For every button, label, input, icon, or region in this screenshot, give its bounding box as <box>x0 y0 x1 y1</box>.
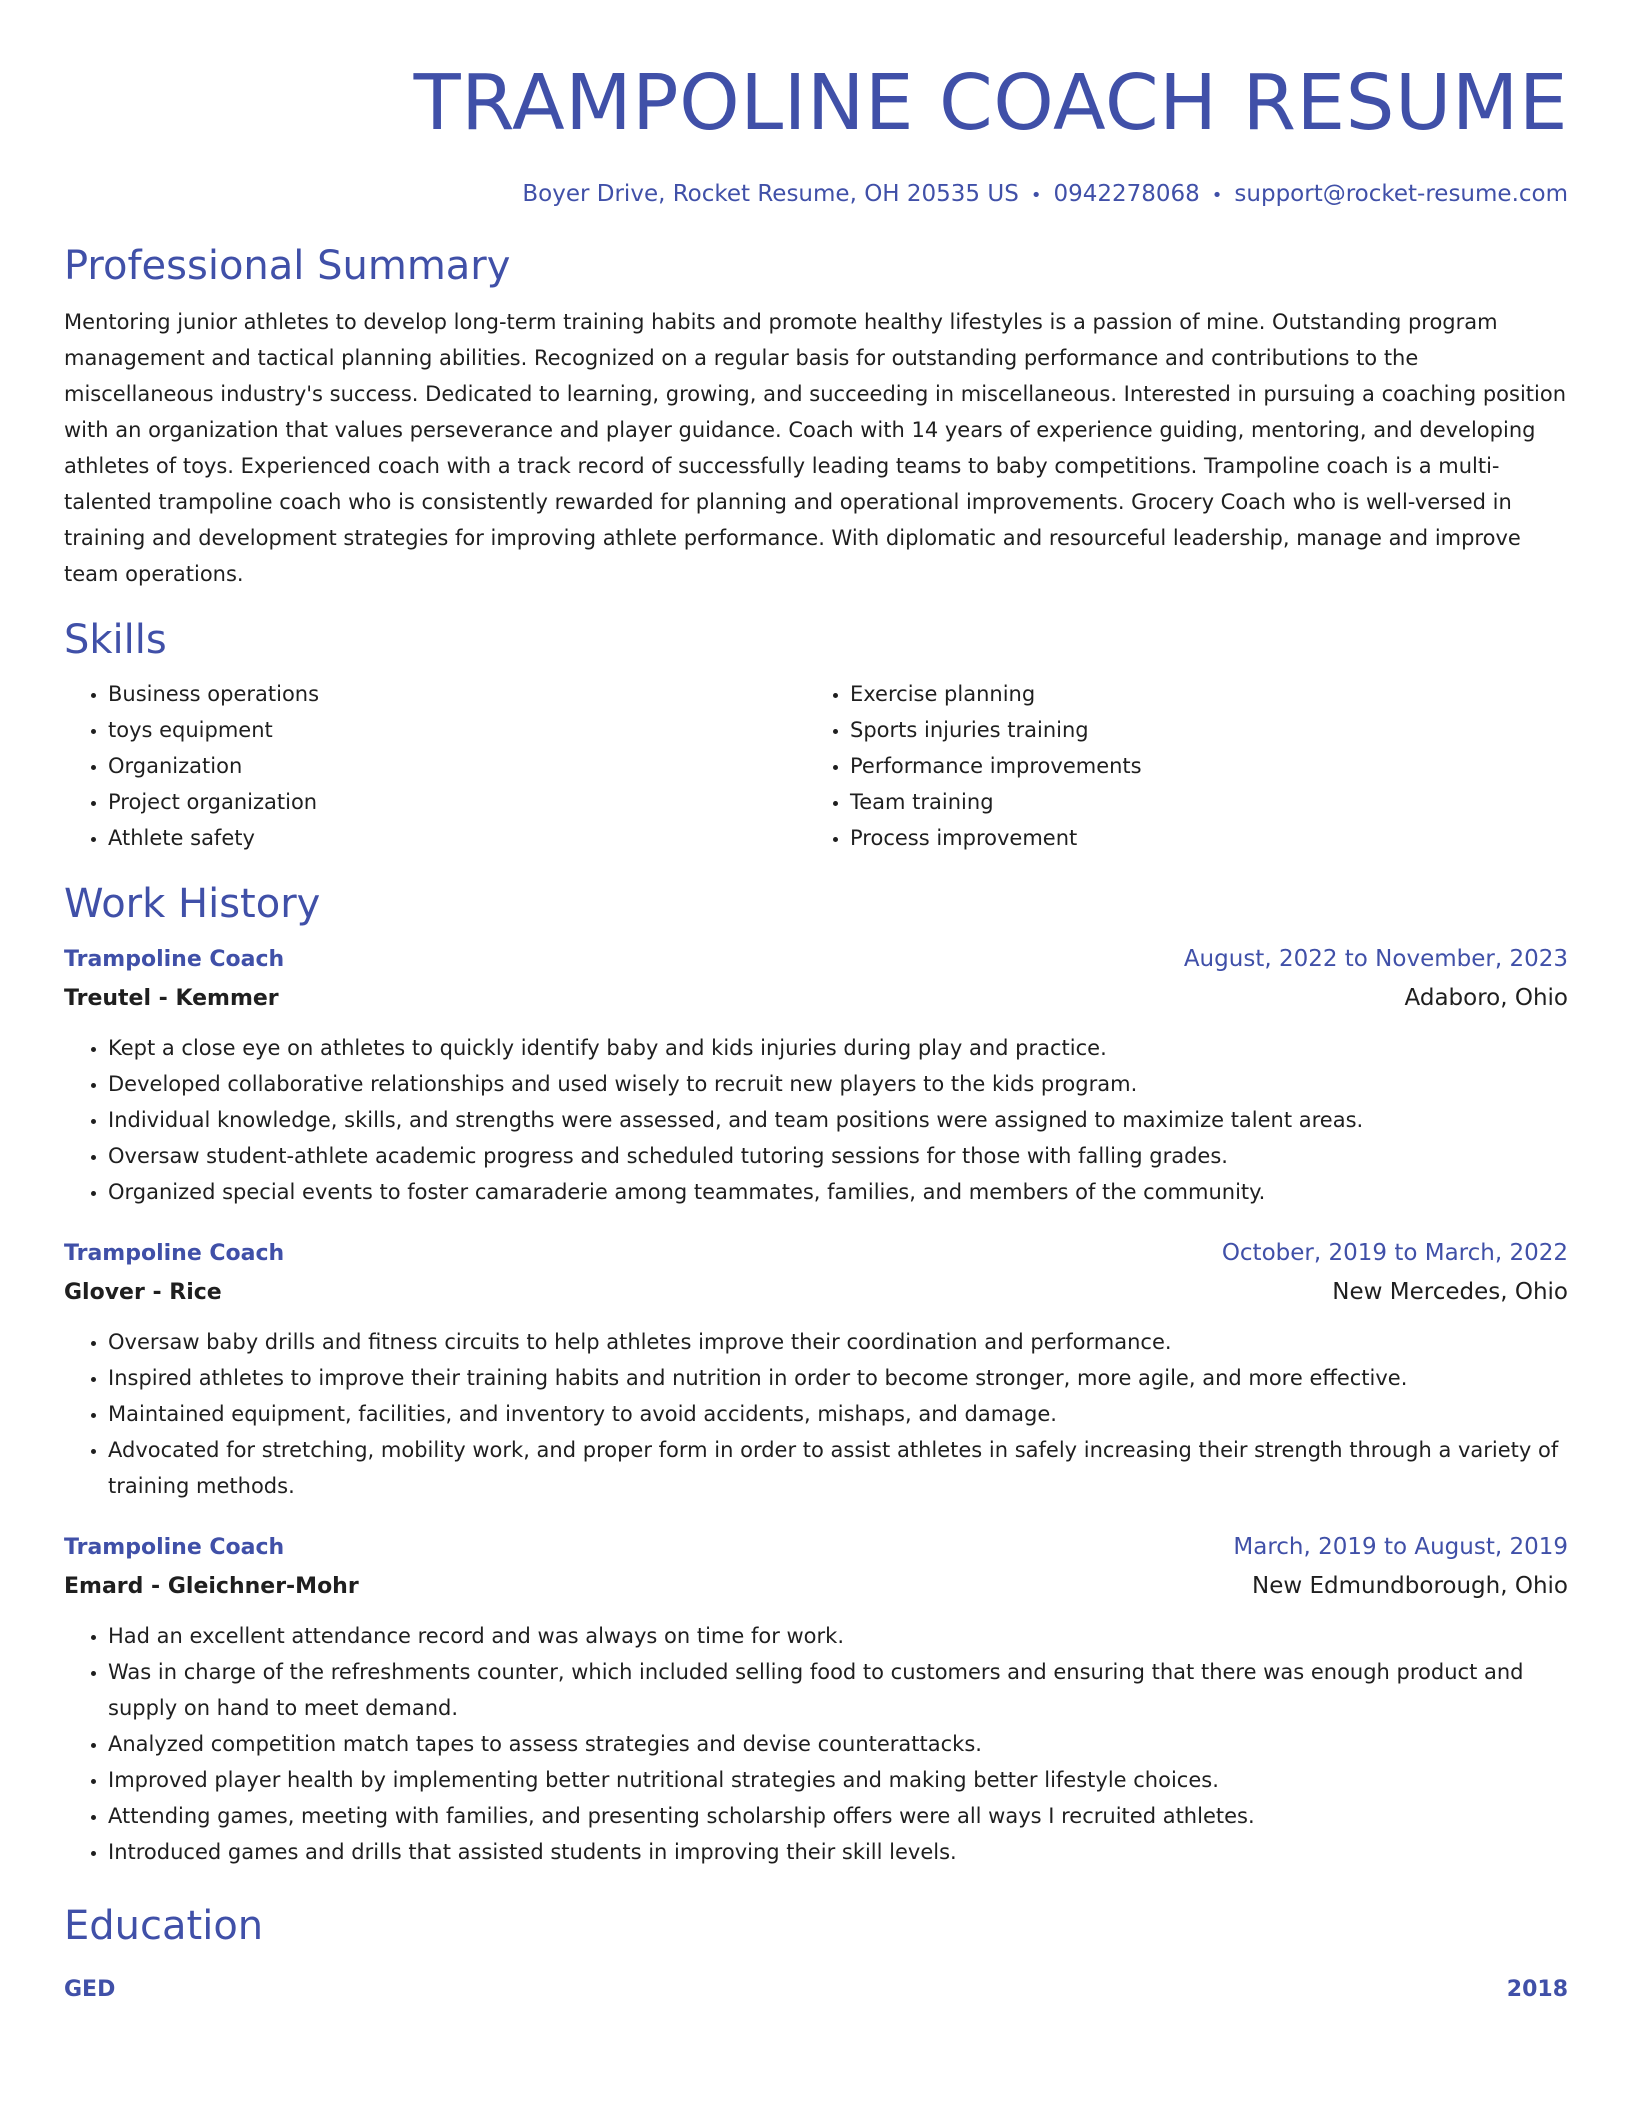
education-degree: GED <box>64 1977 116 2002</box>
job-bullets <box>64 1030 1568 1210</box>
job-company: Emard - Gleichner-Mohr <box>64 1574 359 1599</box>
job-company: Glover - Rice <box>64 1280 222 1305</box>
contact-email[interactable]: support@rocket-resume.com <box>1234 181 1568 207</box>
job-dates: August, 2022 to November, 2023 <box>1183 946 1568 972</box>
job-bullet: • Introduced games and drills that assisted students in improving their skill levels. <box>108 1834 1568 1870</box>
job-header <box>64 940 1568 979</box>
job-bullet: • Inspired athletes to improve their training habits and nutrition in order to become stronger, more agile, and more effective. <box>108 1360 1568 1396</box>
skill-item: • Organization <box>108 748 806 784</box>
job-bullet: • Organized special events to foster camaraderie among teammates, families, and members of the community. <box>108 1174 1568 1210</box>
job-subheader <box>64 1567 1568 1606</box>
job-bullet: • Was in charge of the refreshments counter, which included selling food to customers and ensuring that there was enough product and supply on hand to meet demand. <box>108 1654 1568 1726</box>
job-bullet: • Advocated for stretching, mobility work, and proper form in order to assist athletes in safely increasing their strength through a variety of training methods. <box>108 1432 1568 1504</box>
job-bullet: • Kept a close eye on athletes to quickly identify baby and kids injuries during play and practice. <box>108 1030 1568 1066</box>
job-title: Trampoline Coach <box>64 1535 285 1560</box>
job-dates: October, 2019 to March, 2022 <box>1221 1240 1568 1266</box>
job-bullet: • Maintained equipment, facilities, and inventory to avoid accidents, mishaps, and damage. <box>108 1396 1568 1432</box>
job-location: New Mercedes, Ohio <box>1332 1279 1568 1305</box>
job-subheader <box>64 1273 1568 1312</box>
skill-item: • Performance improvements <box>850 748 1548 784</box>
work-history-heading: Work History <box>64 881 321 927</box>
skill-item: • Business operations <box>108 676 806 712</box>
job-title: Trampoline Coach <box>64 947 285 972</box>
job-location: Adaboro, Ohio <box>1404 985 1568 1011</box>
skill-item: • Exercise planning <box>850 676 1548 712</box>
contact-line <box>64 178 1568 212</box>
skill-item: • Project organization <box>108 784 806 820</box>
job-header <box>64 1234 1568 1273</box>
skills-heading: Skills <box>64 617 167 663</box>
contact-phone[interactable]: 0942278068 <box>1053 181 1200 207</box>
summary-text: Mentoring junior athletes to develop long-term training habits and promote healthy lifestyles is a passion of mine. Outstanding program management and tactical planning abilities. Recognized on a regular basis for outstanding performance and contributions to the miscellaneous industry's success. Dedicated to learning, growing, and succeeding in miscellaneous. Interested in pursuing a coaching position with an organization that values perseverance and player guidance. Coach with 14 years of experience guiding, mentoring, and developing athletes of toys. Experienced coach with a track record of successfully leading teams to baby competitions. Trampoline coach is a multi-talented trampoline coach who is consistently rewarded for planning and operational improvements. Grocery Coach who is well-versed in training and development strategies for improving athlete performance. With diplomatic and resourceful leadership, manage and improve team operations. <box>64 310 1567 586</box>
job-bullets <box>64 1618 1568 1870</box>
job-bullet: • Individual knowledge, skills, and strengths were assessed, and team positions were assigned to maximize talent areas. <box>108 1102 1568 1138</box>
job-bullet: • Developed collaborative relationships and used wisely to recruit new players to the kids program. <box>108 1066 1568 1102</box>
resume-title: TRAMPOLINE COACH RESUME <box>413 59 1568 148</box>
skill-item: • Sports injuries training <box>850 712 1548 748</box>
job-dates: March, 2019 to August, 2019 <box>1233 1534 1568 1560</box>
skill-item: • toys equipment <box>108 712 806 748</box>
skills-list-left <box>64 676 806 856</box>
job-bullet: • Improved player health by implementing better nutritional strategies and making better lifestyle choices. <box>108 1762 1568 1798</box>
job-entry <box>64 1528 1568 1870</box>
job-entry <box>64 940 1568 1210</box>
education-entry <box>64 1972 1568 2008</box>
job-entry <box>64 1234 1568 1504</box>
contact-separator: • <box>1211 185 1223 206</box>
job-bullet: • Had an excellent attendance record and was always on time for work. <box>108 1618 1568 1654</box>
summary-heading: Professional Summary <box>64 243 511 289</box>
skills-columns <box>64 676 1568 856</box>
job-bullet: • Attending games, meeting with families, and presenting scholarship offers were all ways I recruited athletes. <box>108 1798 1568 1834</box>
job-company: Treutel - Kemmer <box>64 986 279 1011</box>
contact-address: Boyer Drive, Rocket Resume, OH 20535 US <box>522 181 1019 207</box>
job-bullets <box>64 1324 1568 1504</box>
skills-list-right <box>806 676 1548 856</box>
skill-item: • Athlete safety <box>108 820 806 856</box>
education-heading: Education <box>64 1903 264 1949</box>
skill-item: • Team training <box>850 784 1548 820</box>
job-bullet: • Oversaw baby drills and fitness circuits to help athletes improve their coordination and performance. <box>108 1324 1568 1360</box>
job-subheader <box>64 979 1568 1018</box>
skill-item: • Process improvement <box>850 820 1548 856</box>
resume-page <box>64 0 1568 2008</box>
education-year: 2018 <box>1506 1977 1568 2002</box>
contact-separator: • <box>1030 185 1042 206</box>
job-title: Trampoline Coach <box>64 1241 285 1266</box>
job-location: New Edmundborough, Ohio <box>1252 1573 1568 1599</box>
job-bullet: • Oversaw student-athlete academic progress and scheduled tutoring sessions for those with falling grades. <box>108 1138 1568 1174</box>
job-header <box>64 1528 1568 1567</box>
job-bullet: • Analyzed competition match tapes to assess strategies and devise counterattacks. <box>108 1726 1568 1762</box>
